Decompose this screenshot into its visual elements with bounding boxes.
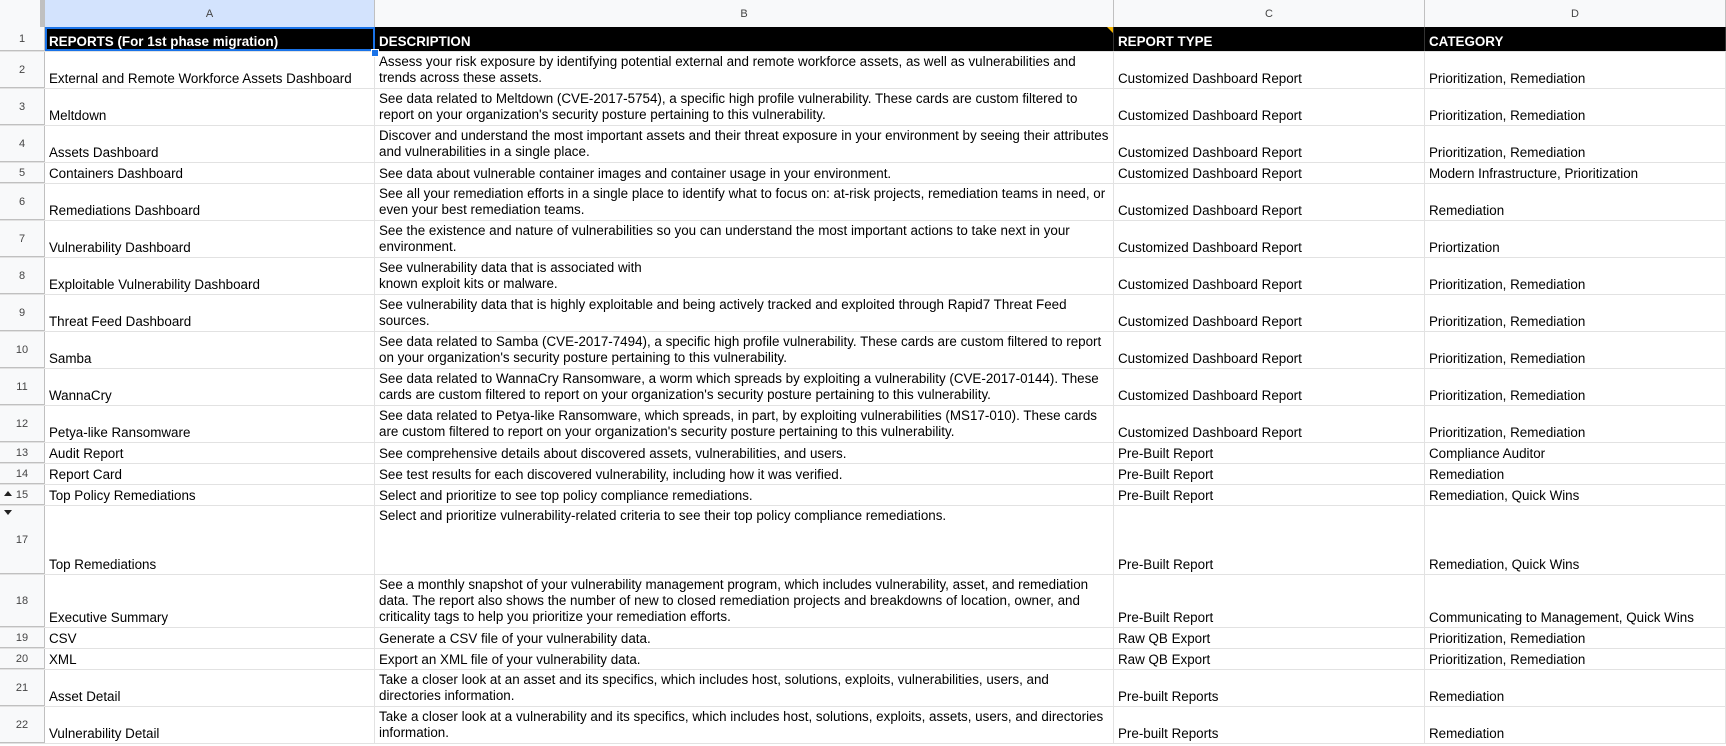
table-row xyxy=(0,126,1726,163)
table-row xyxy=(0,89,1726,126)
description-cell[interactable]: Export an XML file of your vulnerability data. xyxy=(375,649,1114,669)
row-number[interactable]: 11 xyxy=(0,369,45,405)
description-cell[interactable]: See vulnerability data that is associated with known exploit kits or malware. xyxy=(375,258,1114,294)
report-type-cell[interactable]: Raw QB Export xyxy=(1114,649,1425,669)
report-name-cell[interactable]: Executive Summary xyxy=(45,575,375,627)
report-name-cell[interactable]: CSV xyxy=(45,628,375,648)
report-name-cell[interactable]: Threat Feed Dashboard xyxy=(45,295,375,331)
table-row xyxy=(0,575,1726,628)
description-cell[interactable]: See test results for each discovered vulnerability, including how it was verified. xyxy=(375,464,1114,484)
row-number[interactable]: 8 xyxy=(0,258,45,294)
select-all-corner[interactable] xyxy=(0,0,45,27)
row-number[interactable]: 20 xyxy=(0,649,45,669)
category-cell[interactable]: Communicating to Management, Quick Wins xyxy=(1425,575,1726,627)
description-cell[interactable]: See the existence and nature of vulnerabilities so you can understand the most important actions to take next in your environment. xyxy=(375,221,1114,257)
category-cell[interactable]: Prioritization, Remediation xyxy=(1425,628,1726,648)
row-number[interactable]: 19 xyxy=(0,628,45,648)
header-cell-report-type[interactable]: REPORT TYPE xyxy=(1114,27,1425,51)
table-row xyxy=(0,221,1726,258)
report-type-cell[interactable]: Customized Dashboard Report xyxy=(1114,184,1425,220)
description-cell[interactable]: See all your remediation efforts in a single place to identify what to focus on: at-risk projects, remediation teams in need, or even your best remediation teams. xyxy=(375,184,1114,220)
table-row xyxy=(0,163,1726,184)
report-type-cell[interactable]: Customized Dashboard Report xyxy=(1114,89,1425,125)
row-number[interactable]: 5 xyxy=(0,163,45,183)
table-row xyxy=(0,332,1726,369)
table-row xyxy=(0,707,1726,744)
hidden-rows-collapse-down-icon[interactable] xyxy=(4,510,12,515)
category-cell[interactable]: Prioritization, Remediation xyxy=(1425,52,1726,88)
report-type-cell[interactable]: Customized Dashboard Report xyxy=(1114,258,1425,294)
category-cell[interactable]: Remediation, Quick Wins xyxy=(1425,506,1726,574)
table-row xyxy=(0,184,1726,221)
description-cell[interactable]: Generate a CSV file of your vulnerability data. xyxy=(375,628,1114,648)
row-number[interactable]: 13 xyxy=(0,443,45,463)
table-row xyxy=(0,52,1726,89)
report-type-cell[interactable]: Customized Dashboard Report xyxy=(1114,126,1425,162)
column-header-d[interactable]: D xyxy=(1425,0,1726,27)
category-cell[interactable]: Modern Infrastructure, Prioritization xyxy=(1425,163,1726,183)
table-row xyxy=(0,485,1726,506)
report-type-cell[interactable]: Pre-Built Report xyxy=(1114,485,1425,505)
table-row xyxy=(0,27,1726,52)
hidden-rows-collapse-up-icon[interactable] xyxy=(4,491,12,496)
table-row xyxy=(0,670,1726,707)
description-cell[interactable]: See vulnerability data that is highly exploitable and being actively tracked and exploited through Rapid7 Threat Feed sources. xyxy=(375,295,1114,331)
category-cell[interactable]: Prioritization, Remediation xyxy=(1425,295,1726,331)
category-cell[interactable]: Prioritization, Remediation xyxy=(1425,369,1726,405)
description-cell[interactable]: Select and prioritize vulnerability-related criteria to see their top policy compliance remediations. xyxy=(375,506,1114,574)
row-number[interactable] xyxy=(0,485,45,505)
selection-fill-handle[interactable] xyxy=(371,49,379,57)
row-number-label: 17 xyxy=(15,533,29,546)
report-name-cell[interactable]: External and Remote Workforce Assets Dashboard xyxy=(45,52,375,88)
category-cell[interactable]: Compliance Auditor xyxy=(1425,443,1726,463)
table-row xyxy=(0,369,1726,406)
report-type-cell[interactable]: Customized Dashboard Report xyxy=(1114,332,1425,368)
description-cell[interactable]: Take a closer look at an asset and its specifics, which includes host, solutions, exploits, vulnerabilities, users, and directories information. xyxy=(375,670,1114,706)
row-number[interactable]: 18 xyxy=(0,575,45,627)
row-number[interactable]: 22 xyxy=(0,707,45,743)
report-name-cell[interactable]: Top Policy Remediations xyxy=(45,485,375,505)
header-cell-description[interactable]: DESCRIPTION xyxy=(375,27,1114,51)
table-row xyxy=(0,649,1726,670)
table-row xyxy=(0,464,1726,485)
row-number[interactable]: 14 xyxy=(0,464,45,484)
description-cell[interactable]: Select and prioritize to see top policy compliance remediations. xyxy=(375,485,1114,505)
category-cell[interactable]: Remediation xyxy=(1425,707,1726,743)
report-name-cell[interactable]: Top Remediations xyxy=(45,506,375,574)
report-name-cell[interactable]: Vulnerability Dashboard xyxy=(45,221,375,257)
cell-note-indicator-icon[interactable] xyxy=(1107,27,1113,33)
report-name-cell[interactable]: Assets Dashboard xyxy=(45,126,375,162)
report-type-cell[interactable]: Pre-Built Report xyxy=(1114,443,1425,463)
report-name-cell[interactable]: Petya-like Ransomware xyxy=(45,406,375,442)
row-number[interactable]: 21 xyxy=(0,670,45,706)
description-cell[interactable]: See data related to Samba (CVE-2017-7494), a specific high profile vulnerability. These cards are custom filtered to report on your organization's security posture pertaining to this vulnerability. xyxy=(375,332,1114,368)
report-name-cell[interactable]: Report Card xyxy=(45,464,375,484)
table-row xyxy=(0,295,1726,332)
category-cell[interactable]: Remediation xyxy=(1425,464,1726,484)
report-type-cell[interactable]: Pre-built Reports xyxy=(1114,707,1425,743)
row-number[interactable]: 9 xyxy=(0,295,45,331)
selected-cell[interactable]: REPORTS (For 1st phase migration) xyxy=(45,27,375,51)
column-header-bar xyxy=(0,0,1726,28)
table-row xyxy=(0,443,1726,464)
report-type-cell[interactable]: Customized Dashboard Report xyxy=(1114,406,1425,442)
category-cell[interactable]: Priortization xyxy=(1425,221,1726,257)
category-cell[interactable]: Prioritization, Remediation xyxy=(1425,406,1726,442)
report-type-cell[interactable]: Pre-built Reports xyxy=(1114,670,1425,706)
report-name-cell[interactable]: Vulnerability Detail xyxy=(45,707,375,743)
row-number[interactable]: 3 xyxy=(0,89,45,125)
category-cell[interactable]: Remediation xyxy=(1425,184,1726,220)
row-number[interactable]: 10 xyxy=(0,332,45,368)
column-header-c[interactable]: C xyxy=(1114,0,1425,27)
row-number[interactable] xyxy=(0,506,45,574)
category-cell[interactable]: Prioritization, Remediation xyxy=(1425,258,1726,294)
report-name-cell[interactable]: Asset Detail xyxy=(45,670,375,706)
category-cell[interactable]: Prioritization, Remediation xyxy=(1425,649,1726,669)
row-number[interactable]: 7 xyxy=(0,221,45,257)
description-cell[interactable]: Take a closer look at a vulnerability and its specifics, which includes host, solutions, exploits, assets, users, and directories information. xyxy=(375,707,1114,743)
category-cell[interactable]: Prioritization, Remediation xyxy=(1425,332,1726,368)
description-cell[interactable]: Assess your risk exposure by identifying potential external and remote workforce assets, as well as vulnerabilities and trends across these assets. xyxy=(375,52,1114,88)
report-name-cell[interactable]: Containers Dashboard xyxy=(45,163,375,183)
table-row xyxy=(0,628,1726,649)
description-cell[interactable]: See data about vulnerable container images and container usage in your environment. xyxy=(375,163,1114,183)
report-type-cell[interactable]: Pre-Built Report xyxy=(1114,464,1425,484)
category-cell[interactable]: Remediation xyxy=(1425,670,1726,706)
cell-grid xyxy=(0,27,1726,744)
report-type-cell[interactable]: Customized Dashboard Report xyxy=(1114,163,1425,183)
description-cell[interactable]: See comprehensive details about discovered assets, vulnerabilities, and users. xyxy=(375,443,1114,463)
description-cell[interactable]: See data related to WannaCry Ransomware, a worm which spreads by exploiting a vulnerability (CVE-2017-0144). These cards are custom filtered to report on your organization's security posture pertaining to this vulnerability. xyxy=(375,369,1114,405)
report-name-cell[interactable]: Exploitable Vulnerability Dashboard xyxy=(45,258,375,294)
row-number[interactable]: 1 xyxy=(0,27,45,51)
column-header-a[interactable]: A xyxy=(45,0,375,27)
description-cell[interactable]: See a monthly snapshot of your vulnerability management program, which includes vulnerability, asset, and remediation data. The report also shows the number of new to closed remediation projects and breakdowns of location, owner, and criticality tags to help you prioritize your remediation efforts. xyxy=(375,575,1114,627)
report-type-cell[interactable]: Pre-Built Report xyxy=(1114,506,1425,574)
report-name-cell[interactable]: Meltdown xyxy=(45,89,375,125)
header-cell-category[interactable]: CATEGORY xyxy=(1425,27,1726,51)
table-row xyxy=(0,406,1726,443)
category-cell[interactable]: Remediation, Quick Wins xyxy=(1425,485,1726,505)
description-cell[interactable]: See data related to Meltdown (CVE-2017-5754), a specific high profile vulnerability. These cards are custom filtered to report on your organization's security posture pertaining to this vulnerability. xyxy=(375,89,1114,125)
report-name-cell[interactable]: Samba xyxy=(45,332,375,368)
report-type-cell[interactable]: Customized Dashboard Report xyxy=(1114,52,1425,88)
row-number[interactable]: 12 xyxy=(0,406,45,442)
category-cell[interactable]: Prioritization, Remediation xyxy=(1425,89,1726,125)
report-name-cell[interactable]: WannaCry xyxy=(45,369,375,405)
report-type-cell[interactable]: Customized Dashboard Report xyxy=(1114,369,1425,405)
column-header-b[interactable]: B xyxy=(375,0,1114,27)
report-type-cell[interactable]: Customized Dashboard Report xyxy=(1114,295,1425,331)
row-number[interactable]: 4 xyxy=(0,126,45,162)
table-row xyxy=(0,506,1726,575)
row-number[interactable]: 6 xyxy=(0,184,45,220)
row-number[interactable]: 2 xyxy=(0,52,45,88)
description-cell[interactable]: See data related to Petya-like Ransomware, which spreads, in part, by exploiting vulnerabilities (MS17-010). These cards are custom filtered to report on your organization's security posture pertaining to this vulnerability. xyxy=(375,406,1114,442)
description-cell[interactable]: Discover and understand the most important assets and their threat exposure in your environment by seeing their attributes and vulnerabilities in a single place. xyxy=(375,126,1114,162)
report-name-cell[interactable]: XML xyxy=(45,649,375,669)
table-row xyxy=(0,258,1726,295)
category-cell[interactable]: Prioritization, Remediation xyxy=(1425,126,1726,162)
report-type-cell[interactable]: Customized Dashboard Report xyxy=(1114,221,1425,257)
report-name-cell[interactable]: Audit Report xyxy=(45,443,375,463)
row-number-label: 15 xyxy=(15,488,29,501)
report-type-cell[interactable]: Raw QB Export xyxy=(1114,628,1425,648)
report-name-cell[interactable]: Remediations Dashboard xyxy=(45,184,375,220)
report-type-cell[interactable]: Pre-Built Report xyxy=(1114,575,1425,627)
